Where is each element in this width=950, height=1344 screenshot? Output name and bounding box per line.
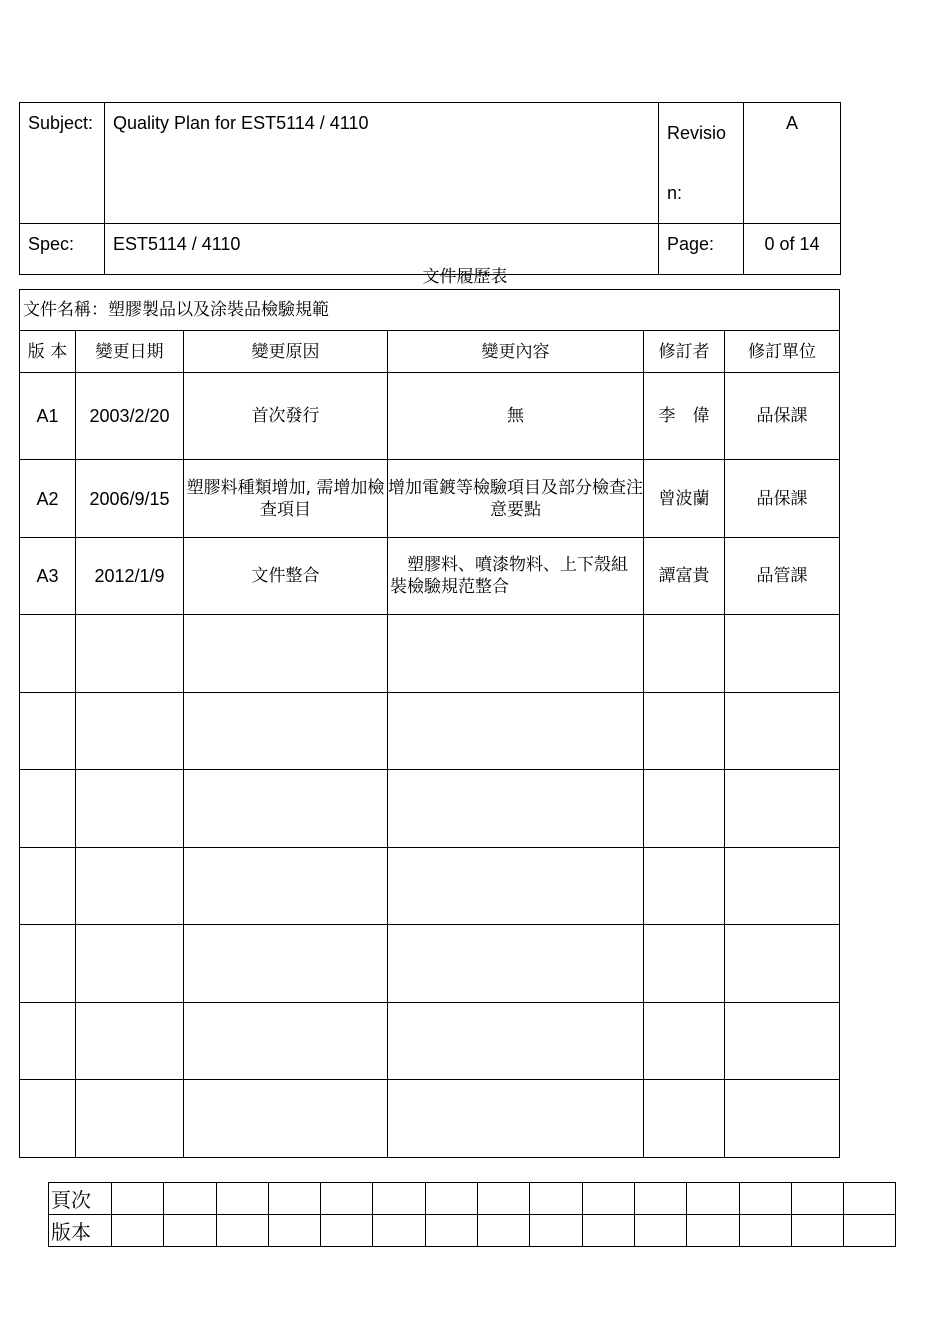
row-date: 2006/9/15 [76, 460, 184, 538]
grid-cell [164, 1183, 216, 1215]
grid-cell [634, 1183, 686, 1215]
grid-cell [687, 1183, 739, 1215]
grid-cell [268, 1215, 320, 1247]
grid-cell [425, 1215, 477, 1247]
empty-row [20, 848, 840, 925]
grid-cell [478, 1215, 530, 1247]
grid-cell [530, 1215, 582, 1247]
document-name: 文件名稱：塑膠製品以及涂裝品檢驗規範 [20, 290, 840, 331]
empty-cell [76, 693, 184, 770]
empty-cell [725, 848, 840, 925]
empty-cell [644, 1080, 725, 1158]
row-reason: 文件整合 [184, 538, 388, 615]
empty-cell [76, 848, 184, 925]
empty-row [20, 693, 840, 770]
page-label: Page: [659, 224, 744, 275]
col-header-editor: 修訂者 [644, 331, 725, 373]
row-version: A1 [20, 373, 76, 460]
grid-cell [582, 1183, 634, 1215]
empty-cell [644, 925, 725, 1003]
grid-cell [844, 1183, 896, 1215]
empty-row [20, 925, 840, 1003]
grid-cell [739, 1215, 791, 1247]
row-version: A3 [20, 538, 76, 615]
empty-cell [388, 615, 644, 693]
empty-cell [644, 1003, 725, 1080]
empty-cell [184, 693, 388, 770]
row-date: 2003/2/20 [76, 373, 184, 460]
empty-cell [184, 925, 388, 1003]
grid-cell [791, 1183, 843, 1215]
revision-value: A [744, 103, 841, 224]
page-version-grid [48, 1182, 896, 1247]
grid-cell [268, 1183, 320, 1215]
grid-cell [112, 1183, 164, 1215]
document-history-caption: 文件履歷表 [422, 267, 508, 287]
grid-cell [844, 1215, 896, 1247]
empty-cell [388, 925, 644, 1003]
empty-row [20, 1003, 840, 1080]
empty-cell [76, 1003, 184, 1080]
grid-cell [373, 1183, 425, 1215]
empty-cell [725, 693, 840, 770]
spec-label: Spec: [20, 224, 105, 275]
grid-cell [478, 1183, 530, 1215]
row-content: 無 [388, 373, 644, 460]
table-row [20, 460, 840, 538]
empty-row [20, 1080, 840, 1158]
empty-cell [184, 848, 388, 925]
row-reason: 塑膠料種類增加, 需增加檢查項目 [184, 460, 388, 538]
grid-cell [530, 1183, 582, 1215]
version-label: 版本 [49, 1215, 112, 1247]
grid-cell [112, 1215, 164, 1247]
row-reason: 首次發行 [184, 373, 388, 460]
revision-label-line2: n: [667, 183, 683, 203]
table-row [20, 373, 840, 460]
grid-cell [216, 1215, 268, 1247]
empty-cell [184, 770, 388, 848]
empty-cell [725, 1003, 840, 1080]
empty-cell [184, 615, 388, 693]
revision-label-line1: Revisio [667, 123, 727, 143]
page-value: 0 of 14 [744, 224, 841, 275]
grid-cell [687, 1215, 739, 1247]
empty-cell [76, 1080, 184, 1158]
empty-cell [388, 848, 644, 925]
row-date: 2012/1/9 [76, 538, 184, 615]
column-header-row [20, 331, 840, 373]
empty-cell [644, 693, 725, 770]
empty-cell [184, 1003, 388, 1080]
row-unit: 品保課 [725, 373, 840, 460]
revision-history-table [19, 289, 840, 1158]
document-header [19, 102, 841, 275]
empty-cell [20, 1080, 76, 1158]
row-content: 塑膠料、噴漆物料、上下殼組裝檢驗規范整合 [388, 538, 644, 615]
empty-cell [76, 925, 184, 1003]
empty-cell [184, 1080, 388, 1158]
row-editor: 譚富貴 [644, 538, 725, 615]
grid-cell [321, 1183, 373, 1215]
empty-cell [76, 770, 184, 848]
empty-cell [388, 693, 644, 770]
empty-cell [725, 1080, 840, 1158]
row-unit: 品管課 [725, 538, 840, 615]
grid-cell [425, 1183, 477, 1215]
empty-cell [725, 925, 840, 1003]
empty-row [20, 615, 840, 693]
empty-cell [20, 615, 76, 693]
grid-cell [373, 1215, 425, 1247]
version-row [49, 1215, 896, 1247]
grid-cell [164, 1215, 216, 1247]
grid-cell [321, 1215, 373, 1247]
table-row [20, 538, 840, 615]
col-header-date: 變更日期 [76, 331, 184, 373]
empty-row [20, 770, 840, 848]
grid-cell [791, 1215, 843, 1247]
empty-cell [644, 848, 725, 925]
empty-cell [388, 770, 644, 848]
grid-cell [739, 1183, 791, 1215]
empty-cell [388, 1003, 644, 1080]
grid-cell [216, 1183, 268, 1215]
col-header-content: 變更內容 [388, 331, 644, 373]
empty-cell [725, 770, 840, 848]
row-unit: 品保課 [725, 460, 840, 538]
empty-cell [20, 1003, 76, 1080]
page-label: 頁次 [49, 1183, 112, 1215]
row-content: 增加電鍍等檢驗項目及部分檢查注意要點 [388, 460, 644, 538]
spec-value: EST5114 / 4110 [105, 224, 659, 275]
subject-label: Subject: [20, 103, 105, 224]
empty-cell [644, 770, 725, 848]
empty-cell [644, 615, 725, 693]
col-header-unit: 修訂單位 [725, 331, 840, 373]
grid-cell [634, 1215, 686, 1247]
empty-cell [725, 615, 840, 693]
empty-cell [20, 770, 76, 848]
empty-cell [20, 693, 76, 770]
subject-value: Quality Plan for EST5114 / 4110 [105, 103, 659, 224]
row-editor: 李 偉 [644, 373, 725, 460]
col-header-version: 版 本 [20, 331, 76, 373]
page-row [49, 1183, 896, 1215]
grid-cell [582, 1215, 634, 1247]
empty-cell [20, 848, 76, 925]
col-header-reason: 變更原因 [184, 331, 388, 373]
empty-cell [388, 1080, 644, 1158]
empty-cell [76, 615, 184, 693]
row-version: A2 [20, 460, 76, 538]
empty-cell [20, 925, 76, 1003]
revision-label [659, 103, 744, 224]
row-editor: 曾波蘭 [644, 460, 725, 538]
